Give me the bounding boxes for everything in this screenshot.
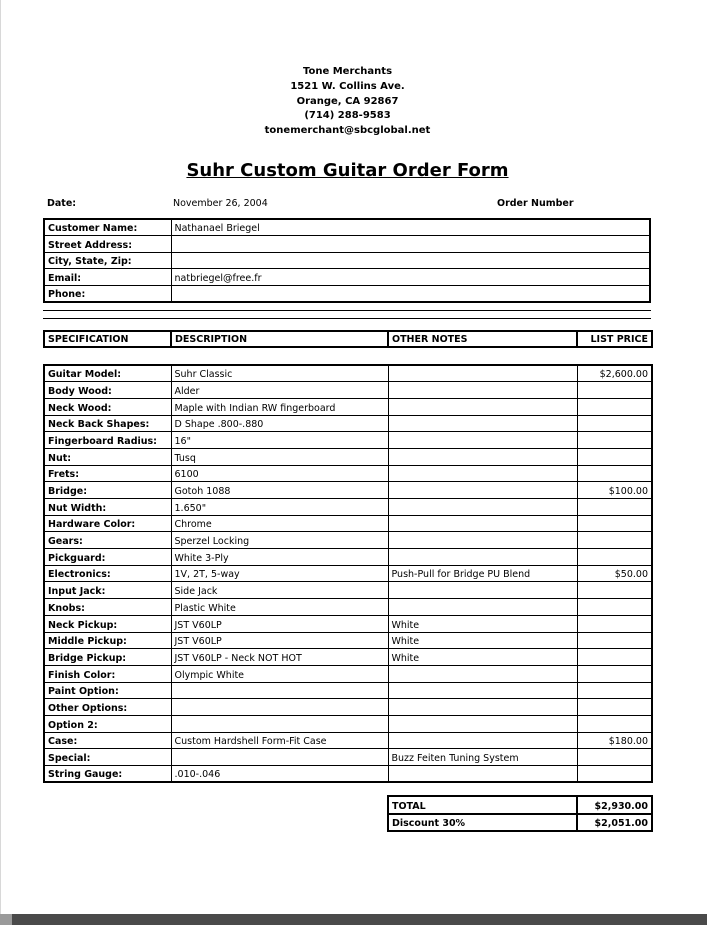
spec-row xyxy=(44,382,652,399)
spec-notes xyxy=(388,415,577,432)
spec-notes xyxy=(388,482,577,499)
spec-description: Custom Hardshell Form-Fit Case xyxy=(171,732,388,749)
spec-price xyxy=(577,549,652,566)
spec-description: 1.650" xyxy=(171,499,388,516)
spec-label: Other Options: xyxy=(44,699,171,716)
date-label: Date: xyxy=(47,198,77,209)
spec-description: JST V60LP xyxy=(171,615,388,632)
spec-price: $100.00 xyxy=(577,482,652,499)
spec-notes: White xyxy=(388,649,577,666)
spec-row xyxy=(44,749,652,766)
spec-notes xyxy=(388,382,577,399)
spec-price xyxy=(577,448,652,465)
window-bottom-bar-shade xyxy=(12,914,707,925)
spec-row xyxy=(44,499,652,516)
spec-description: Olympic White xyxy=(171,665,388,682)
spec-notes xyxy=(388,682,577,699)
order-number-label: Order Number xyxy=(497,198,574,209)
spec-description: Suhr Classic xyxy=(171,365,388,382)
spec-price: $180.00 xyxy=(577,732,652,749)
spec-notes: Push-Pull for Bridge PU Blend xyxy=(388,565,577,582)
customer-field-value xyxy=(171,285,650,302)
customer-field-value: Nathanael Briegel xyxy=(171,219,650,236)
spec-row xyxy=(44,582,652,599)
spec-label: Hardware Color: xyxy=(44,515,171,532)
spec-table xyxy=(43,364,653,783)
customer-field-label: Phone: xyxy=(44,285,171,302)
spec-price xyxy=(577,582,652,599)
spec-label: Neck Pickup: xyxy=(44,615,171,632)
spec-row xyxy=(44,365,652,382)
company-street: 1521 W. Collins Ave. xyxy=(290,80,405,92)
spec-notes xyxy=(388,499,577,516)
totals-value: $2,930.00 xyxy=(577,796,652,814)
spec-label: Nut: xyxy=(44,448,171,465)
spec-label: Special: xyxy=(44,749,171,766)
column-header-specification: SPECIFICATION xyxy=(44,331,171,347)
spec-notes xyxy=(388,432,577,449)
spec-label: Gears: xyxy=(44,532,171,549)
divider-line xyxy=(43,318,651,319)
spec-description xyxy=(171,715,388,732)
customer-field-value xyxy=(171,252,650,269)
spec-notes xyxy=(388,665,577,682)
spec-notes xyxy=(388,448,577,465)
company-name: Tone Merchants xyxy=(302,66,393,77)
spec-description: Maple with Indian RW fingerboard xyxy=(171,398,388,415)
spec-notes xyxy=(388,465,577,482)
spec-row xyxy=(44,649,652,666)
spec-notes: White xyxy=(388,632,577,649)
spec-price xyxy=(577,682,652,699)
spec-label: Option 2: xyxy=(44,715,171,732)
spec-notes xyxy=(388,515,577,532)
spec-description xyxy=(171,699,388,716)
spec-price xyxy=(577,699,652,716)
customer-field-label: Street Address: xyxy=(44,236,171,253)
customer-field-value xyxy=(171,236,650,253)
customer-row xyxy=(44,219,650,236)
spec-row xyxy=(44,515,652,532)
spec-row xyxy=(44,665,652,682)
divider-line xyxy=(43,310,651,311)
spec-label: Bridge: xyxy=(44,482,171,499)
spec-price xyxy=(577,382,652,399)
spec-notes xyxy=(388,599,577,616)
spec-notes xyxy=(388,732,577,749)
spec-price xyxy=(577,766,652,783)
spec-header-table xyxy=(43,330,653,348)
customer-row xyxy=(44,252,650,269)
spec-price xyxy=(577,532,652,549)
totals-table xyxy=(387,795,653,832)
company-city: Orange, CA 92867 xyxy=(296,95,399,107)
spec-description: Chrome xyxy=(171,515,388,532)
spec-row xyxy=(44,448,652,465)
customer-field-value: natbriegel@free.fr xyxy=(171,269,650,286)
spec-label: Case: xyxy=(44,732,171,749)
company-phone: (714) 288-9583 xyxy=(304,110,391,122)
spec-description: Sperzel Locking xyxy=(171,532,388,549)
spec-description xyxy=(171,682,388,699)
spec-description: 1V, 2T, 5-way xyxy=(171,565,388,582)
spec-row xyxy=(44,766,652,783)
customer-field-label: City, State, Zip: xyxy=(44,252,171,269)
header-row xyxy=(44,331,652,347)
spec-row xyxy=(44,532,652,549)
totals-row xyxy=(388,814,652,832)
spec-notes xyxy=(388,398,577,415)
column-header-other-notes: OTHER NOTES xyxy=(388,331,577,347)
spec-label: Bridge Pickup: xyxy=(44,649,171,666)
totals-label: TOTAL xyxy=(388,796,577,814)
spec-notes xyxy=(388,549,577,566)
column-header-list-price: LIST PRICE xyxy=(577,331,652,347)
spec-notes xyxy=(388,532,577,549)
spec-price xyxy=(577,515,652,532)
spec-notes xyxy=(388,582,577,599)
spec-price xyxy=(577,415,652,432)
spec-label: Pickguard: xyxy=(44,549,171,566)
spec-label: Frets: xyxy=(44,465,171,482)
company-header xyxy=(1,65,694,139)
spec-label: Paint Option: xyxy=(44,682,171,699)
spec-price xyxy=(577,499,652,516)
spec-price xyxy=(577,599,652,616)
spec-row xyxy=(44,732,652,749)
spec-description: Alder xyxy=(171,382,388,399)
spec-label: Middle Pickup: xyxy=(44,632,171,649)
customer-table xyxy=(43,218,651,303)
spec-label: Input Jack: xyxy=(44,582,171,599)
spec-notes xyxy=(388,365,577,382)
company-email: tonemerchant@sbcglobal.net xyxy=(264,125,431,137)
spec-price xyxy=(577,715,652,732)
spec-notes xyxy=(388,766,577,783)
spec-row xyxy=(44,482,652,499)
spec-price xyxy=(577,465,652,482)
customer-row xyxy=(44,269,650,286)
spec-description: Gotoh 1088 xyxy=(171,482,388,499)
spec-row xyxy=(44,565,652,582)
spec-description xyxy=(171,749,388,766)
spec-description: 6100 xyxy=(171,465,388,482)
spec-label: Finish Color: xyxy=(44,665,171,682)
spec-row xyxy=(44,715,652,732)
spec-price xyxy=(577,665,652,682)
spec-row xyxy=(44,415,652,432)
date-value: November 26, 2004 xyxy=(173,198,268,209)
spec-label: Nut Width: xyxy=(44,499,171,516)
spec-label: Neck Back Shapes: xyxy=(44,415,171,432)
spec-label: Body Wood: xyxy=(44,382,171,399)
customer-row xyxy=(44,285,650,302)
spec-row xyxy=(44,615,652,632)
spec-notes: White xyxy=(388,615,577,632)
totals-label: Discount 30% xyxy=(388,814,577,832)
spec-label: String Gauge: xyxy=(44,766,171,783)
spec-price xyxy=(577,615,652,632)
spec-label: Electronics: xyxy=(44,565,171,582)
form-title: Suhr Custom Guitar Order Form xyxy=(186,160,509,181)
totals-value: $2,051.00 xyxy=(577,814,652,832)
customer-field-label: Email: xyxy=(44,269,171,286)
spec-notes xyxy=(388,699,577,716)
spec-price xyxy=(577,649,652,666)
spec-row xyxy=(44,432,652,449)
spec-price xyxy=(577,398,652,415)
spec-row xyxy=(44,682,652,699)
spec-row xyxy=(44,632,652,649)
customer-field-label: Customer Name: xyxy=(44,219,171,236)
spec-price: $50.00 xyxy=(577,565,652,582)
spec-description: Tusq xyxy=(171,448,388,465)
spec-description: JST V60LP xyxy=(171,632,388,649)
spec-price: $2,600.00 xyxy=(577,365,652,382)
spec-label: Guitar Model: xyxy=(44,365,171,382)
spec-description: D Shape .800-.880 xyxy=(171,415,388,432)
spec-label: Fingerboard Radius: xyxy=(44,432,171,449)
spec-row xyxy=(44,549,652,566)
column-header-description: DESCRIPTION xyxy=(171,331,388,347)
spec-price xyxy=(577,632,652,649)
spec-description: Plastic White xyxy=(171,599,388,616)
spec-description: White 3-Ply xyxy=(171,549,388,566)
spec-notes xyxy=(388,715,577,732)
spec-notes: Buzz Feiten Tuning System xyxy=(388,749,577,766)
spec-description: Side Jack xyxy=(171,582,388,599)
spec-row xyxy=(44,398,652,415)
spec-label: Neck Wood: xyxy=(44,398,171,415)
spec-label: Knobs: xyxy=(44,599,171,616)
spec-description: JST V60LP - Neck NOT HOT xyxy=(171,649,388,666)
totals-row xyxy=(388,796,652,814)
spec-description: .010-.046 xyxy=(171,766,388,783)
spec-price xyxy=(577,432,652,449)
spec-row xyxy=(44,699,652,716)
spec-price xyxy=(577,749,652,766)
spec-description: 16" xyxy=(171,432,388,449)
spec-row xyxy=(44,599,652,616)
customer-row xyxy=(44,236,650,253)
spec-row xyxy=(44,465,652,482)
